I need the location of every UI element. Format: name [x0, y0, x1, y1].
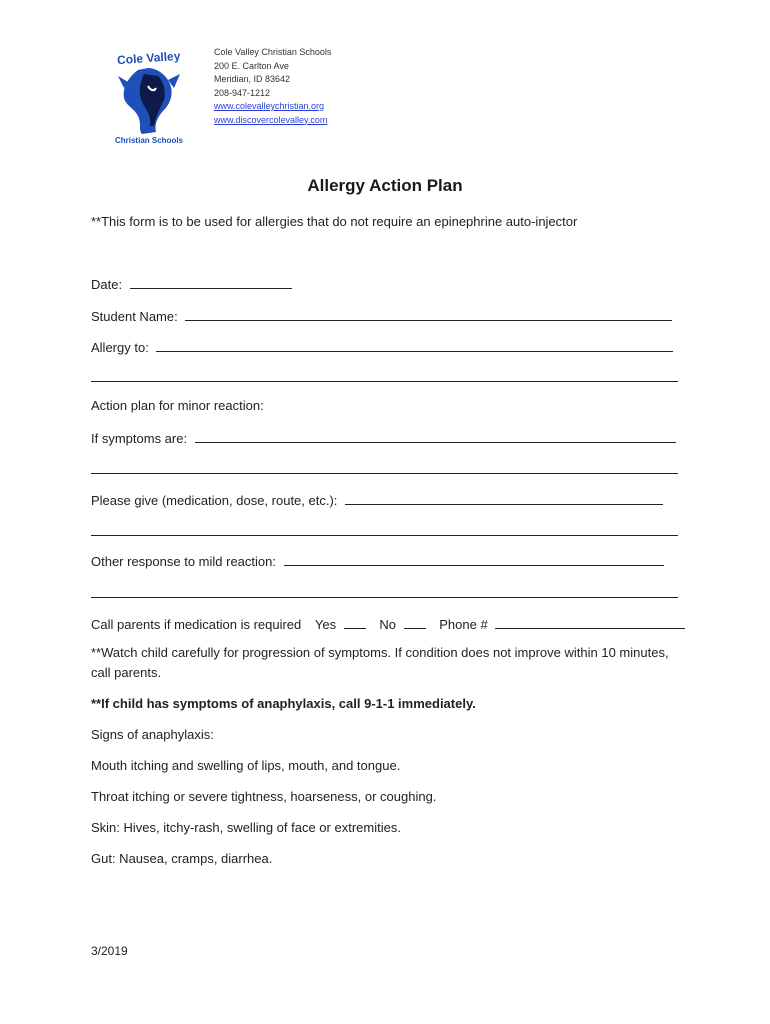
- allergy-row: [91, 337, 673, 355]
- medication-field-line-2[interactable]: [91, 535, 678, 536]
- phone-field[interactable]: [495, 614, 685, 629]
- phone-number: 208-947-1212: [214, 87, 271, 98]
- allergy-field-line-2[interactable]: [91, 381, 678, 382]
- yes-label: Yes: [314, 617, 337, 632]
- yes-field[interactable]: [344, 614, 366, 629]
- student-name-row: [91, 306, 672, 324]
- allergy-label: Allergy to:: [91, 340, 149, 355]
- logo-bottom-text: Christian Schools: [114, 136, 184, 145]
- sign-item-skin: Skin: Hives, itchy-rash, swelling of face or extremities.: [91, 820, 401, 835]
- logo-top-text: Cole Valley: [116, 48, 181, 68]
- allergy-field[interactable]: [156, 337, 673, 352]
- school-address: [214, 46, 331, 127]
- anaphylaxis-warning: **If child has symptoms of anaphylaxis, call 9-1-1 immediately.: [91, 696, 476, 711]
- other-response-row: [91, 551, 664, 569]
- horse-head-logo-icon: [108, 46, 190, 146]
- school-logo: [108, 46, 190, 146]
- footer-date: 3/2019: [91, 944, 128, 958]
- form-subtitle: **This form is to be used for allergies that do not require an epinephrine auto-injector: [91, 214, 578, 229]
- symptoms-field-line-2[interactable]: [91, 473, 678, 474]
- sign-item-throat: Throat itching or severe tightness, hoarseness, or coughing.: [91, 789, 437, 804]
- medication-field[interactable]: [345, 490, 663, 505]
- call-parents-row: [91, 614, 685, 632]
- other-response-label: Other response to mild reaction:: [91, 554, 276, 569]
- website-link-2[interactable]: www.discovercolevalley.com: [214, 114, 328, 125]
- action-plan-label: Action plan for minor reaction:: [91, 398, 264, 413]
- student-name-label: Student Name:: [91, 309, 178, 324]
- form-title: Allergy Action Plan: [307, 176, 463, 195]
- no-field[interactable]: [404, 614, 426, 629]
- signs-heading: Signs of anaphylaxis:: [91, 727, 214, 742]
- date-row: [91, 274, 292, 292]
- phone-label: Phone #: [439, 617, 488, 632]
- medication-row: [91, 490, 663, 508]
- school-name: Cole Valley Christian Schools: [214, 47, 332, 57]
- date-field[interactable]: [130, 274, 292, 289]
- sign-item-gut: Gut: Nausea, cramps, diarrhea.: [91, 851, 273, 866]
- student-name-field[interactable]: [185, 306, 672, 321]
- symptoms-row: [91, 428, 676, 446]
- street-address: 200 E. Carlton Ave: [214, 60, 289, 71]
- other-response-field[interactable]: [284, 551, 664, 566]
- medication-label: Please give (medication, dose, route, etc.):: [91, 493, 338, 508]
- no-label: No: [379, 617, 396, 632]
- website-link-1[interactable]: www.colevalleychristian.org: [214, 101, 325, 111]
- symptoms-label: If symptoms are:: [91, 431, 188, 446]
- sign-item-mouth: Mouth itching and swelling of lips, mouth, and tongue.: [91, 758, 401, 773]
- symptoms-field[interactable]: [195, 428, 676, 443]
- other-response-field-line-2[interactable]: [91, 597, 678, 598]
- city-state-zip: Meridian, ID 83642: [214, 74, 291, 84]
- date-label: Date:: [91, 277, 123, 292]
- watch-note: **Watch child carefully for progression of symptoms. If condition does not improve within 10 minutes, call parents.: [91, 645, 669, 680]
- call-parents-label: Call parents if medication is required: [91, 617, 302, 632]
